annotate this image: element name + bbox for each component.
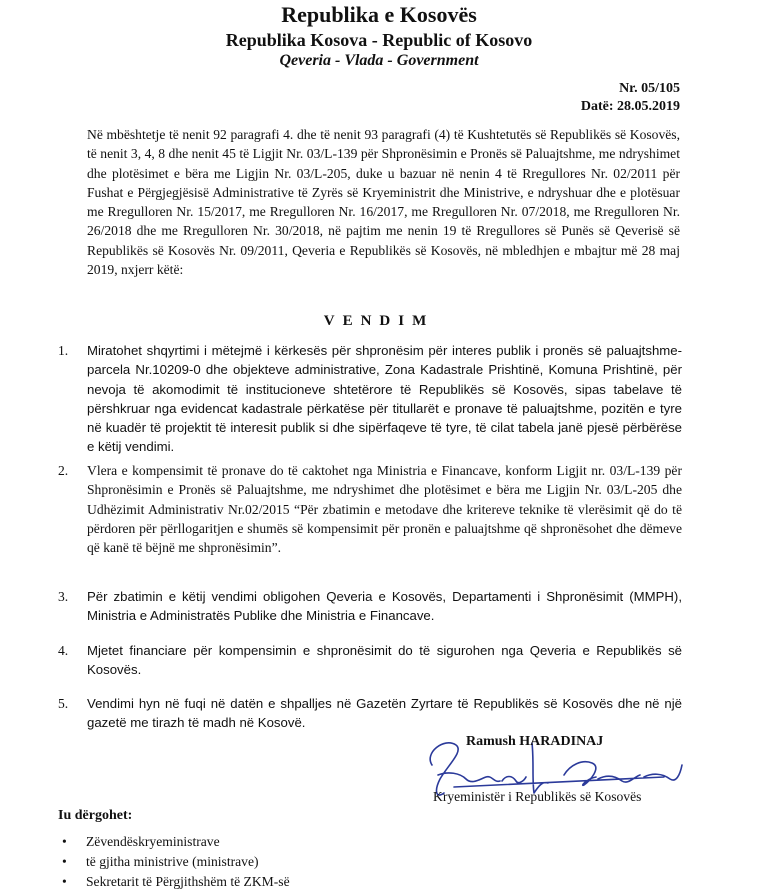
decision-item-2 (58, 461, 682, 557)
item-text: Miratohet shqyrtimi i mëtejmë i kërkesës për shpronësim për interes publik i pronës së paluajtshme-parcela Nr.10209-0 dhe objekteve administrative, Zona Kadastrale Prishtinë, Komuna Prishtinë, për nevoja të akomodimit të institucioneve shtetërore të Republikës së Kosovës, sipas tabelave të përshkruar nga evidencat kadastrale përkatëse për titullarët e pronave të paluajtshme, pozitën e tyre në kuadër të projektit të interesit publik si dhe sipërfaqeve të tyre, të cilat tabela janë pjesë përbërëse e këtij vendimi. (87, 343, 682, 455)
signatory-name: Ramush HARADINAJ (466, 734, 604, 749)
header-republic-multilingual: Republika Kosova - Republic of Kosovo (225, 30, 533, 50)
list-item: • Sekretarit të Përgjithshëm të ZKM-së (58, 872, 658, 892)
header-government: Qeveria - Vlada - Government (279, 52, 479, 69)
decision-item-1 (58, 341, 682, 457)
item-number: 4. (58, 643, 69, 658)
list-item: • të gjitha ministrive (ministrave) (58, 852, 658, 872)
legal-preamble: Në mbështetje të nenit 92 paragrafi 4. dhe të nenit 93 paragrafi (4) të Kushtetutës së Republikës së Kosovës, të nenit 3, 4, 8 dhe nenit 45 të Ligjit Nr. 03/L-139 për Shpronësimin e Pronës së Paluajtshme, me ndryshimet dhe plotësimet e bëra me Ligjin Nr. 03/L-205, duke u bazuar në nenin 4 të Rregullores Nr. 02/2011 për Fushat e Përgjegjësisë Administrative të Zyrës së Kryeministrit dhe Ministrive, e ndryshuar dhe e plotësuar me Rregulloren Nr. 15/2017, me Rregulloren Nr. 16/2017, me Rregulloren Nr. 07/2018, me Rregulloren Nr. 26/2018 dhe me Rregulloren Nr. 30/2018, në pajtim me nenin 19 të Rregullores së Punës së Qeverisë së Republikës së Kosovës Nr. 09/2011, Qeveria e Republikës së Kosovës, në mbledhjen e mbajtur më 28 maj 2019, nxjerr këtë: (87, 127, 680, 278)
distribution-heading: Iu dërgohet: (58, 808, 133, 823)
item-number: 3. (58, 589, 69, 604)
document-date: Datë: 28.05.2019 (580, 99, 680, 114)
decision-item-5 (58, 694, 682, 733)
decision-item-3 (58, 587, 682, 626)
distribution-list (58, 832, 658, 892)
header-republic-sq: Republika e Kosovës (281, 2, 477, 27)
decision-item-4 (58, 641, 682, 680)
item-number: 1. (58, 343, 69, 358)
item-text: Vlera e kompensimit të pronave do të caktohet nga Ministria e Financave, konform Ligjit nr. 03/L-139 për Shpronësimin e Pronës së Paluajtshme, me ndryshimet dhe plotësimet e bëra me Ligjin Nr. 03/L-205 dhe Udhëzimit Administrativ Nr.02/2015 “Për zbatimin e metodave dhe kritereve teknike të vlerësimit që do të përdoren për përllogaritjen e shumës së kompensimit për pronën e paluajtshme që shpronësohet dhe dëmeve që kanë të bëjnë me shpronësimin”. (87, 463, 682, 556)
list-item: • Zëvendëskryeministrave (58, 832, 658, 852)
item-text: Për zbatimin e këtij vendimi obligohen Qeveria e Kosovës, Departamenti i Shpronësimit (MMPH), Ministria e Administratës Publike dhe Ministria e Financave. (87, 589, 682, 624)
document-number: Nr. 05/105 (619, 81, 680, 96)
item-text: Vendimi hyn në fuqi në datën e shpalljes në Gazetën Zyrtare të Republikës së Kosovës dhe në një gazetë me tirazh të madh në Kosovë. (87, 696, 682, 731)
item-number: 2. (58, 463, 69, 478)
signatory-title: Kryeministër i Republikës së Kosovës (433, 789, 642, 804)
decision-title: VENDIM (323, 313, 435, 329)
item-number: 5. (58, 696, 69, 711)
item-text: Mjetet financiare për kompensimin e shpronësimit do të sigurohen nga Qeveria e Republikës së Kosovës. (87, 643, 682, 678)
